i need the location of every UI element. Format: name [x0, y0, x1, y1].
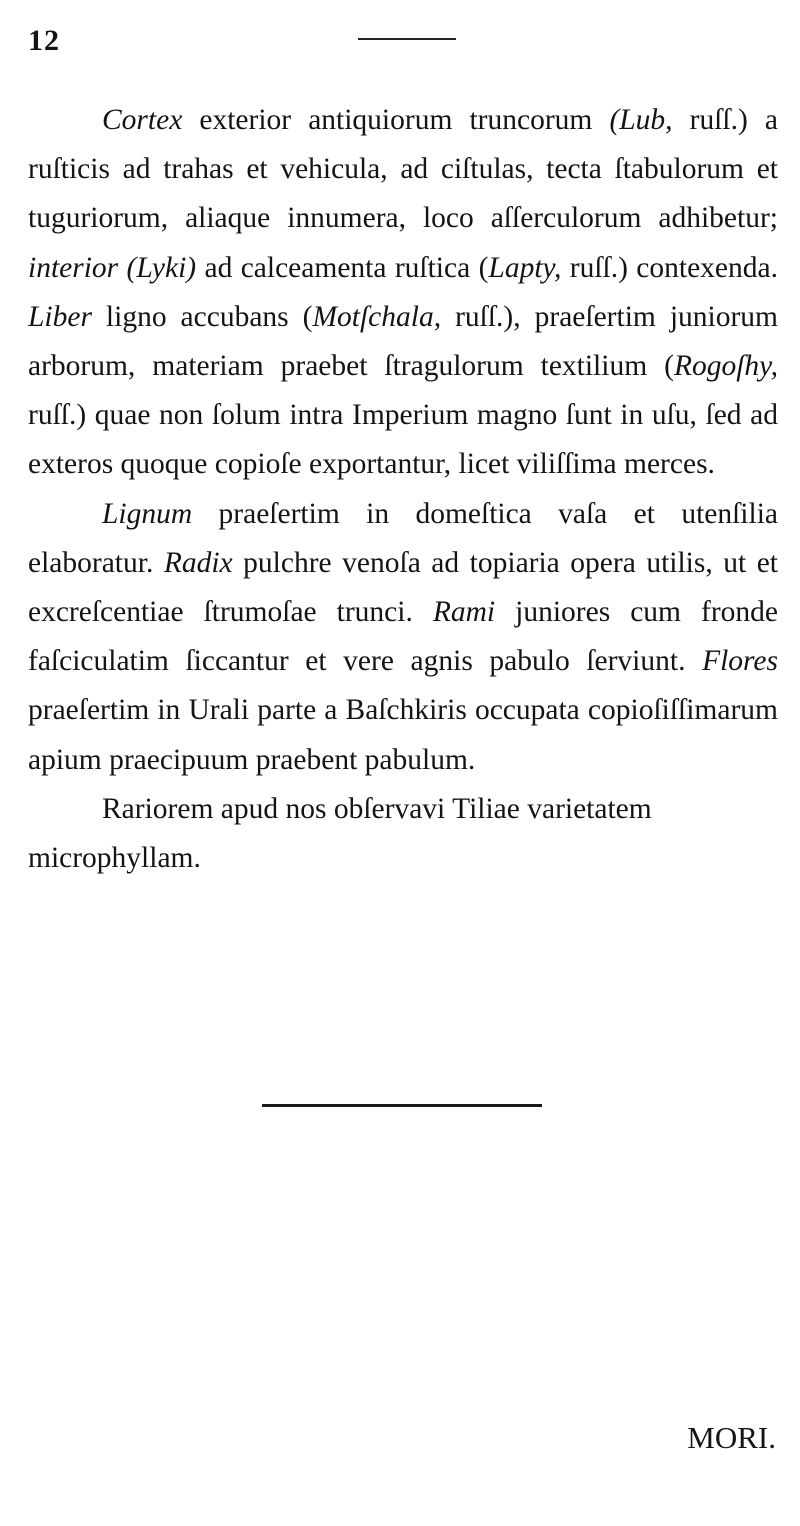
catchword: MORI. [687, 1420, 776, 1455]
italic-term: Flores [702, 645, 778, 678]
paragraph-cortex [28, 96, 778, 490]
header-rule [358, 38, 456, 40]
italic-term: Motſchala, [312, 300, 442, 333]
text-run: ruſſ.) contexenda. [561, 251, 778, 284]
text-run: Rariorem apud nos obſervavi Tiliae varietatem microphyllam. [28, 792, 652, 875]
italic-term: Lignum [102, 497, 193, 530]
text-run: exterior antiquiorum truncorum [182, 104, 610, 136]
text-run: pulchre venoſa ad topiaria opera utilis, ut et excreſcentiae ſtrumoſae trunci. [28, 546, 778, 629]
text-run: ruſſ.) quae non ſolum intra Imperium magno ſunt in uſu, ſed ad exteros quoque copioſe exportantur, licet viliſſima merces. [28, 399, 778, 481]
page-number: 12 [28, 24, 60, 57]
section-end-rule [262, 1104, 542, 1107]
text-run: ligno accubans ( [91, 300, 313, 333]
italic-term: Rami [432, 596, 496, 629]
paragraph-varietas [28, 785, 778, 883]
text-run: ruſſ.) a ruſticis ad trahas et vehicula, ad ciſtulas, tecta ſtabulorum et tuguriorum, aliaque innumera, loco aſſerculorum adhibetur; [28, 104, 778, 235]
italic-term: Liber [28, 300, 92, 333]
paragraph-lignum [28, 490, 778, 785]
italic-term: (Lub, [609, 104, 673, 136]
italic-term: Lapty, [488, 251, 562, 284]
italic-term: Rogoſhy, [673, 350, 778, 383]
text-run: praeſertim in domeſtica vaſa et utenſilia elaboratur. [28, 497, 778, 579]
text-run: ad calceamenta ruſtica ( [196, 251, 489, 284]
italic-term: interior (Lyki) [28, 251, 197, 284]
text-run: ruſſ.), praeſertim juniorum arborum, materiam praebet ſtragulorum textilium ( [28, 300, 778, 383]
italic-term: Radix [163, 546, 233, 579]
body-text [28, 96, 778, 883]
text-run: juniores cum fronde faſciculatim ſiccantur et vere agnis pabulo ſerviunt. [28, 596, 778, 678]
italic-term: Cortex [102, 104, 183, 136]
text-run: praeſertim in Urali parte a Baſchkiris occupata copioſiſſimarum apium praecipuum praebent pabulum. [28, 694, 778, 776]
